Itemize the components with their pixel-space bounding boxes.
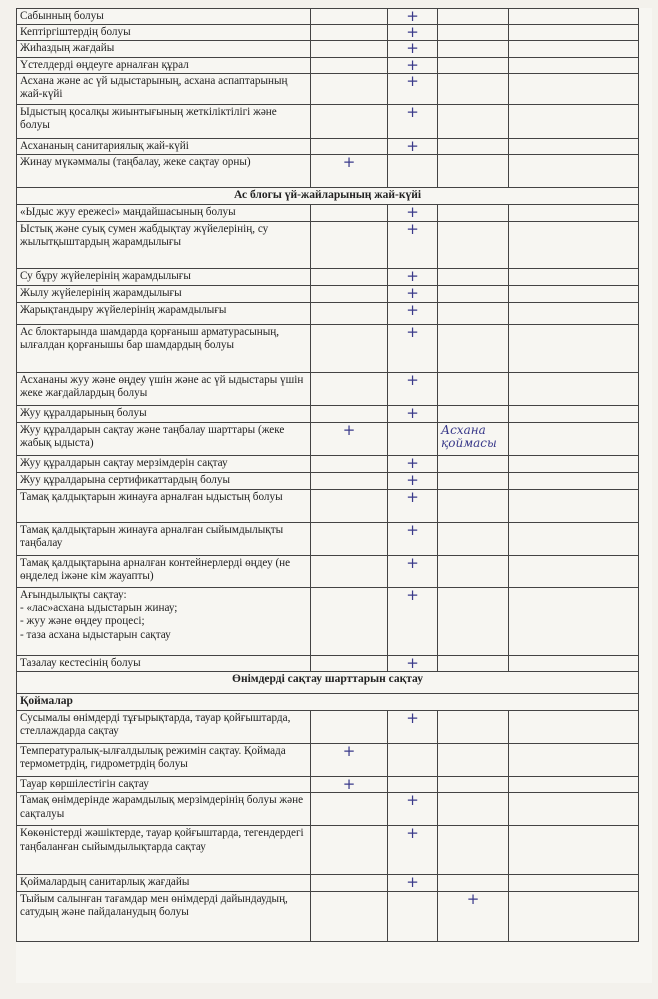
criterion-text: Ыдыстың қосалқы жиынтығының жеткіліктілігі және болуы bbox=[17, 104, 311, 138]
empty-cell bbox=[509, 744, 639, 777]
table-row bbox=[17, 41, 639, 57]
check-mark: + bbox=[388, 556, 438, 588]
empty-cell bbox=[438, 523, 509, 556]
section-row bbox=[17, 188, 639, 205]
empty-cell bbox=[438, 777, 509, 793]
empty-cell bbox=[438, 875, 509, 891]
table-row bbox=[17, 9, 639, 25]
check-mark: + bbox=[388, 406, 438, 423]
empty-cell bbox=[311, 826, 388, 875]
empty-cell bbox=[311, 473, 388, 490]
table-row bbox=[17, 406, 639, 423]
empty-cell bbox=[438, 656, 509, 672]
criterion-text: Тазалау кестесінің болуы bbox=[17, 656, 311, 672]
check-mark: + bbox=[388, 711, 438, 744]
empty-cell bbox=[509, 73, 639, 104]
empty-cell bbox=[509, 891, 639, 941]
empty-cell bbox=[311, 138, 388, 154]
check-mark: + bbox=[388, 73, 438, 104]
empty-cell bbox=[438, 373, 509, 406]
empty-cell bbox=[438, 155, 509, 188]
table-row bbox=[17, 490, 639, 523]
empty-cell bbox=[311, 104, 388, 138]
empty-cell bbox=[311, 325, 388, 373]
empty-cell bbox=[438, 406, 509, 423]
empty-cell bbox=[438, 456, 509, 473]
empty-cell bbox=[311, 793, 388, 826]
empty-cell bbox=[311, 73, 388, 104]
section-row bbox=[17, 672, 639, 694]
empty-cell bbox=[311, 490, 388, 523]
criterion-text: Асхананы жуу және өңдеу үшін және ас үй ыдыстары үшін жеке жағдайлардың болуы bbox=[17, 373, 311, 406]
empty-cell bbox=[438, 744, 509, 777]
criterion-text: Жуу құралдарын сақтау және таңбалау шарттары (жеке жабық ыдыста) bbox=[17, 423, 311, 456]
criterion-text: Ағындылықты сақтау: - «лас»асхана ыдыстарын жинау; - жуу және өңдеу процесі; - таза асхана ыдыстарын сақтау bbox=[17, 588, 311, 656]
empty-cell bbox=[311, 222, 388, 269]
check-mark: + bbox=[388, 222, 438, 269]
section-heading: Өнімдерді сақтау шарттарын сақтау bbox=[17, 672, 639, 694]
empty-cell bbox=[509, 523, 639, 556]
check-mark: + bbox=[388, 793, 438, 826]
empty-cell bbox=[311, 656, 388, 672]
table-row bbox=[17, 423, 639, 456]
table-row bbox=[17, 656, 639, 672]
criterion-text: Үстелдерді өңдеуге арналған құрал bbox=[17, 57, 311, 73]
empty-cell bbox=[509, 456, 639, 473]
empty-cell bbox=[438, 286, 509, 303]
criterion-text: Тамақ өнімдерінде жарамдылық мерзімдерінің болуы және сақталуы bbox=[17, 793, 311, 826]
table-row bbox=[17, 57, 639, 73]
empty-cell bbox=[438, 205, 509, 222]
table-row bbox=[17, 744, 639, 777]
table-row bbox=[17, 473, 639, 490]
empty-cell bbox=[509, 303, 639, 325]
table-row bbox=[17, 73, 639, 104]
check-mark: + bbox=[388, 303, 438, 325]
check-mark: + bbox=[388, 41, 438, 57]
empty-cell bbox=[509, 777, 639, 793]
empty-cell bbox=[509, 138, 639, 154]
empty-cell bbox=[438, 325, 509, 373]
empty-cell bbox=[509, 588, 639, 656]
criterion-text: Жылу жүйелерінің жарамдылығы bbox=[17, 286, 311, 303]
empty-cell bbox=[509, 325, 639, 373]
empty-cell bbox=[509, 57, 639, 73]
checklist-page bbox=[16, 8, 652, 983]
check-mark: + bbox=[311, 777, 388, 793]
empty-cell bbox=[438, 473, 509, 490]
table-row bbox=[17, 286, 639, 303]
handwritten-note: Асхана қоймасы bbox=[438, 423, 509, 456]
empty-cell bbox=[311, 205, 388, 222]
check-mark: + bbox=[388, 875, 438, 891]
criterion-text: Жуу құралдарын сақтау мерзімдерін сақтау bbox=[17, 456, 311, 473]
empty-cell bbox=[388, 744, 438, 777]
check-mark: + bbox=[311, 744, 388, 777]
empty-cell bbox=[509, 373, 639, 406]
criterion-text: Тамақ қалдықтарына арналған контейнерлерді өңдеу (не өңделед іжәне кім жауапты) bbox=[17, 556, 311, 588]
criterion-text: Асхана және ас үй ыдыстарының, асхана аспаптарының жай-күйі bbox=[17, 73, 311, 104]
table-row bbox=[17, 155, 639, 188]
criterion-text: Көкөністерді жәшіктерде, тауар қойғыштарда, тегендердегі таңбаланған сыйымдылықтарда сақтау bbox=[17, 826, 311, 875]
criterion-text: Тыйым салынған тағамдар мен өнімдерді дайындаудың, сатудың және пайдаланудың болуы bbox=[17, 891, 311, 941]
criterion-text: Жарықтандыру жүйелерінің жарамдылығы bbox=[17, 303, 311, 325]
empty-cell bbox=[311, 25, 388, 41]
empty-cell bbox=[438, 138, 509, 154]
empty-cell bbox=[509, 25, 639, 41]
inspection-checklist-table bbox=[16, 8, 639, 942]
criterion-text: Жуу құралдарының болуы bbox=[17, 406, 311, 423]
empty-cell bbox=[438, 556, 509, 588]
empty-cell bbox=[438, 303, 509, 325]
check-mark: + bbox=[388, 286, 438, 303]
criterion-text: Жуу құралдарына сертификаттардың болуы bbox=[17, 473, 311, 490]
criterion-text: Тауар көршілестігін сақтау bbox=[17, 777, 311, 793]
table-row bbox=[17, 826, 639, 875]
criterion-text: Ас блоктарында шамдарда қорғаныш арматурасының, ылғалдан қорғанышы бар шамдардың болуы bbox=[17, 325, 311, 373]
empty-cell bbox=[438, 588, 509, 656]
table-row bbox=[17, 373, 639, 406]
table-row bbox=[17, 556, 639, 588]
empty-cell bbox=[438, 222, 509, 269]
empty-cell bbox=[509, 556, 639, 588]
empty-cell bbox=[438, 9, 509, 25]
table-row bbox=[17, 523, 639, 556]
check-mark: + bbox=[388, 473, 438, 490]
empty-cell bbox=[311, 286, 388, 303]
check-mark: + bbox=[388, 9, 438, 25]
criterion-text: Сабынның болуы bbox=[17, 9, 311, 25]
criterion-text: «Ыдыс жуу ережесі» маңдайшасының болуы bbox=[17, 205, 311, 222]
empty-cell bbox=[388, 155, 438, 188]
criterion-text: Жинау мүкәммалы (таңбалау, жеке сақтау орны) bbox=[17, 155, 311, 188]
table-row bbox=[17, 793, 639, 826]
table-row bbox=[17, 891, 639, 941]
empty-cell bbox=[509, 406, 639, 423]
empty-cell bbox=[509, 473, 639, 490]
criterion-text: Қоймалардың санитарлық жағдайы bbox=[17, 875, 311, 891]
empty-cell bbox=[311, 373, 388, 406]
empty-cell bbox=[311, 57, 388, 73]
empty-cell bbox=[509, 205, 639, 222]
checklist-rows bbox=[17, 9, 639, 942]
empty-cell bbox=[438, 25, 509, 41]
empty-cell bbox=[438, 793, 509, 826]
table-row bbox=[17, 205, 639, 222]
criterion-text: Сусымалы өнімдерді тұғырықтарда, тауар қойғыштарда, стеллаждарда сақтау bbox=[17, 711, 311, 744]
table-row bbox=[17, 303, 639, 325]
criterion-text: Су бұру жүйелерінің жарамдылығы bbox=[17, 269, 311, 286]
check-mark: + bbox=[388, 25, 438, 41]
empty-cell bbox=[438, 269, 509, 286]
check-mark: + bbox=[388, 104, 438, 138]
empty-cell bbox=[509, 490, 639, 523]
empty-cell bbox=[388, 891, 438, 941]
check-mark: + bbox=[388, 138, 438, 154]
table-row bbox=[17, 325, 639, 373]
empty-cell bbox=[509, 269, 639, 286]
check-mark: + bbox=[388, 205, 438, 222]
empty-cell bbox=[311, 303, 388, 325]
empty-cell bbox=[311, 9, 388, 25]
table-row bbox=[17, 777, 639, 793]
table-row bbox=[17, 588, 639, 656]
criterion-text: Асхананың санитариялық жай-күйі bbox=[17, 138, 311, 154]
empty-cell bbox=[509, 222, 639, 269]
table-row bbox=[17, 138, 639, 154]
criterion-text: Температуралық-ылғалдылық режимін сақтау. Қоймада термометрдің, гидрометрдің болуы bbox=[17, 744, 311, 777]
table-row bbox=[17, 875, 639, 891]
section-heading: Ас блогы үй-жайларының жай-күйі bbox=[17, 188, 639, 205]
empty-cell bbox=[311, 556, 388, 588]
empty-cell bbox=[388, 423, 438, 456]
check-mark: + bbox=[388, 656, 438, 672]
criterion-text: Ыстық және суық сумен жабдықтау жүйелерінің, су жылытқыштардың жарамдылығы bbox=[17, 222, 311, 269]
empty-cell bbox=[311, 523, 388, 556]
empty-cell bbox=[509, 9, 639, 25]
table-row bbox=[17, 711, 639, 744]
table-row bbox=[17, 456, 639, 473]
empty-cell bbox=[311, 456, 388, 473]
subsection-row bbox=[17, 694, 639, 711]
empty-cell bbox=[509, 104, 639, 138]
empty-cell bbox=[311, 406, 388, 423]
empty-cell bbox=[311, 711, 388, 744]
criterion-text: Тамақ қалдықтарын жинауға арналған ыдыстың болуы bbox=[17, 490, 311, 523]
empty-cell bbox=[438, 826, 509, 875]
subsection-heading: Қоймалар bbox=[17, 694, 639, 711]
criterion-text: Кептіргіштердің болуы bbox=[17, 25, 311, 41]
check-mark: + bbox=[388, 269, 438, 286]
check-mark: + bbox=[388, 456, 438, 473]
empty-cell bbox=[311, 588, 388, 656]
check-mark: + bbox=[388, 826, 438, 875]
check-mark: + bbox=[388, 490, 438, 523]
check-mark: + bbox=[311, 423, 388, 456]
table-row bbox=[17, 104, 639, 138]
empty-cell bbox=[438, 57, 509, 73]
empty-cell bbox=[509, 875, 639, 891]
empty-cell bbox=[438, 41, 509, 57]
empty-cell bbox=[438, 104, 509, 138]
table-row bbox=[17, 222, 639, 269]
table-row bbox=[17, 269, 639, 286]
criterion-text: Жиһаздың жағдайы bbox=[17, 41, 311, 57]
empty-cell bbox=[438, 73, 509, 104]
empty-cell bbox=[311, 891, 388, 941]
empty-cell bbox=[311, 269, 388, 286]
check-mark: + bbox=[388, 523, 438, 556]
check-mark: + bbox=[388, 325, 438, 373]
empty-cell bbox=[388, 777, 438, 793]
check-mark: + bbox=[388, 373, 438, 406]
criterion-text: Тамақ қалдықтарын жинауға арналған сыйымдылықты таңбалау bbox=[17, 523, 311, 556]
check-mark: + bbox=[388, 588, 438, 656]
empty-cell bbox=[509, 286, 639, 303]
empty-cell bbox=[311, 875, 388, 891]
empty-cell bbox=[438, 711, 509, 744]
check-mark: + bbox=[388, 57, 438, 73]
empty-cell bbox=[509, 793, 639, 826]
check-mark: + bbox=[311, 155, 388, 188]
empty-cell bbox=[438, 490, 509, 523]
empty-cell bbox=[509, 423, 639, 456]
empty-cell bbox=[509, 711, 639, 744]
empty-cell bbox=[311, 41, 388, 57]
empty-cell bbox=[509, 826, 639, 875]
check-mark: + bbox=[438, 891, 509, 941]
empty-cell bbox=[509, 656, 639, 672]
empty-cell bbox=[509, 41, 639, 57]
empty-cell bbox=[509, 155, 639, 188]
table-row bbox=[17, 25, 639, 41]
